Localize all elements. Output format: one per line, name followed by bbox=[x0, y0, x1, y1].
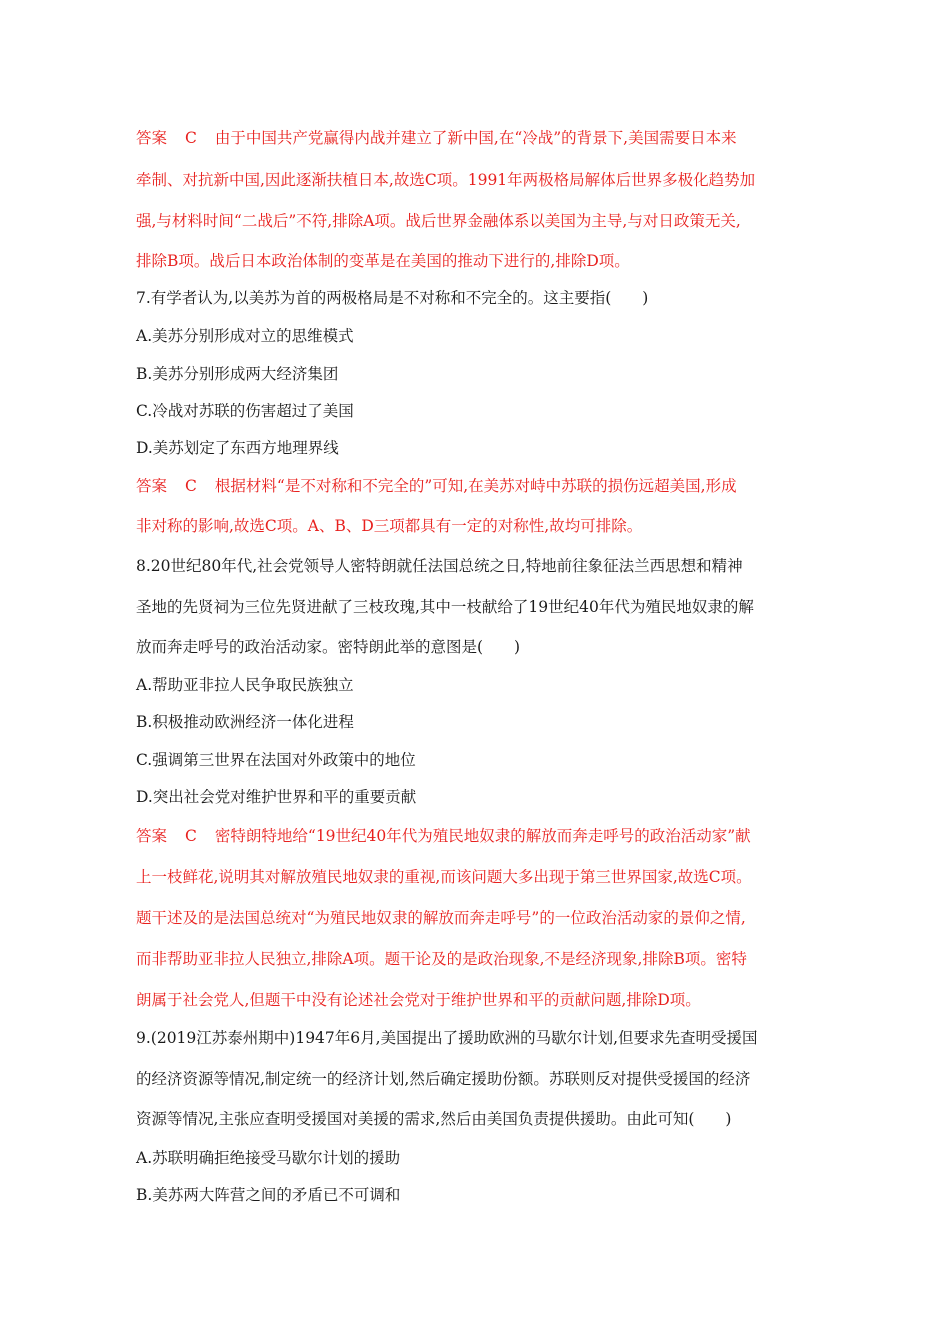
answer-text-line: 牵制、对抗新中国,因此逐渐扶植日本,故选C项。1991年两极格局解体后世界多极化趋势加 bbox=[136, 171, 756, 189]
answer-block-q8-line-1 bbox=[136, 826, 751, 846]
answer-text: 由于中国共产党赢得内战并建立了新中国,在“冷战”的背景下,美国需要日本来 bbox=[214, 129, 737, 147]
answer-block-q7-line-1 bbox=[136, 476, 737, 496]
answer-label: 答案 bbox=[136, 827, 168, 845]
option-d: D.美苏划定了东西方地理界线 bbox=[136, 439, 339, 457]
question-stem-q9-line: 资源等情况,主张应查明受援国对美援的需求,然后由美国负责提供援助。由此可知( ) bbox=[136, 1110, 732, 1128]
question-stem-q9-line: 的经济资源等情况,制定统一的经济计划,然后确定援助份额。苏联则反对提供受援国的经济 bbox=[136, 1070, 751, 1088]
option-c: C.强调第三世界在法国对外政策中的地位 bbox=[136, 751, 416, 769]
option-a: A.美苏分别形成对立的思维模式 bbox=[136, 327, 354, 345]
option-b: B.美苏分别形成两大经济集团 bbox=[136, 365, 339, 383]
question-stem-q8-line: 8.20世纪80年代,社会党领导人密特朗就任法国总统之日,特地前往象征法兰西思想和精神 bbox=[136, 557, 743, 575]
answer-text-line: 上一枝鲜花,说明其对解放殖民地奴隶的重视,而该问题大多出现于第三世界国家,故选C项。 bbox=[136, 868, 752, 886]
question-stem-q8-line: 圣地的先贤祠为三位先贤进献了三枝玫瑰,其中一枝献给了19世纪40年代为殖民地奴隶的解 bbox=[136, 598, 754, 616]
option-a: A.帮助亚非拉人民争取民族独立 bbox=[136, 676, 354, 694]
answer-letter: C bbox=[185, 477, 197, 495]
option-b: B.积极推动欧洲经济一体化进程 bbox=[136, 713, 354, 731]
answer-text-line: 而非帮助亚非拉人民独立,排除A项。题干论及的是政治现象,不是经济现象,排除B项。密特 bbox=[136, 950, 747, 968]
answer-label: 答案 bbox=[136, 129, 168, 147]
answer-text-line: 强,与材料时间“二战后”不符,排除A项。战后世界金融体系以美国为主导,与对日政策无关, bbox=[136, 212, 741, 230]
answer-text: 密特朗特地给“19世纪40年代为殖民地奴隶的解放而奔走呼号的政治活动家”献 bbox=[214, 827, 751, 845]
question-stem-q9-line: 9.(2019江苏泰州期中)1947年6月,美国提出了援助欧洲的马歇尔计划,但要求先查明受援国 bbox=[136, 1029, 758, 1047]
answer-text-line: 题干述及的是法国总统对“为殖民地奴隶的解放而奔走呼号”的一位政治活动家的景仰之情, bbox=[136, 909, 746, 927]
answer-letter: C bbox=[185, 129, 197, 147]
option-d: D.突出社会党对维护世界和平的重要贡献 bbox=[136, 788, 417, 806]
question-stem-q7: 7.有学者认为,以美苏为首的两极格局是不对称和不完全的。这主要指( ) bbox=[136, 289, 649, 307]
answer-label: 答案 bbox=[136, 477, 168, 495]
question-stem-q8-line: 放而奔走呼号的政治活动家。密特朗此举的意图是( ) bbox=[136, 638, 521, 656]
answer-block-q6-line-1 bbox=[136, 128, 737, 148]
option-c: C.冷战对苏联的伤害超过了美国 bbox=[136, 402, 354, 420]
answer-text: 根据材料“是不对称和不完全的”可知,在美苏对峙中苏联的损伤远超美国,形成 bbox=[214, 477, 737, 495]
option-a: A.苏联明确拒绝接受马歇尔计划的援助 bbox=[136, 1149, 401, 1167]
option-b: B.美苏两大阵营之间的矛盾已不可调和 bbox=[136, 1186, 401, 1204]
answer-text-line: 排除B项。战后日本政治体制的变革是在美国的推动下进行的,排除D项。 bbox=[136, 252, 630, 270]
answer-text-line: 朗属于社会党人,但题干中没有论述社会党对于维护世界和平的贡献问题,排除D项。 bbox=[136, 991, 701, 1009]
answer-letter: C bbox=[185, 827, 197, 845]
answer-text-line: 非对称的影响,故选C项。A、B、D三项都具有一定的对称性,故均可排除。 bbox=[136, 517, 643, 535]
